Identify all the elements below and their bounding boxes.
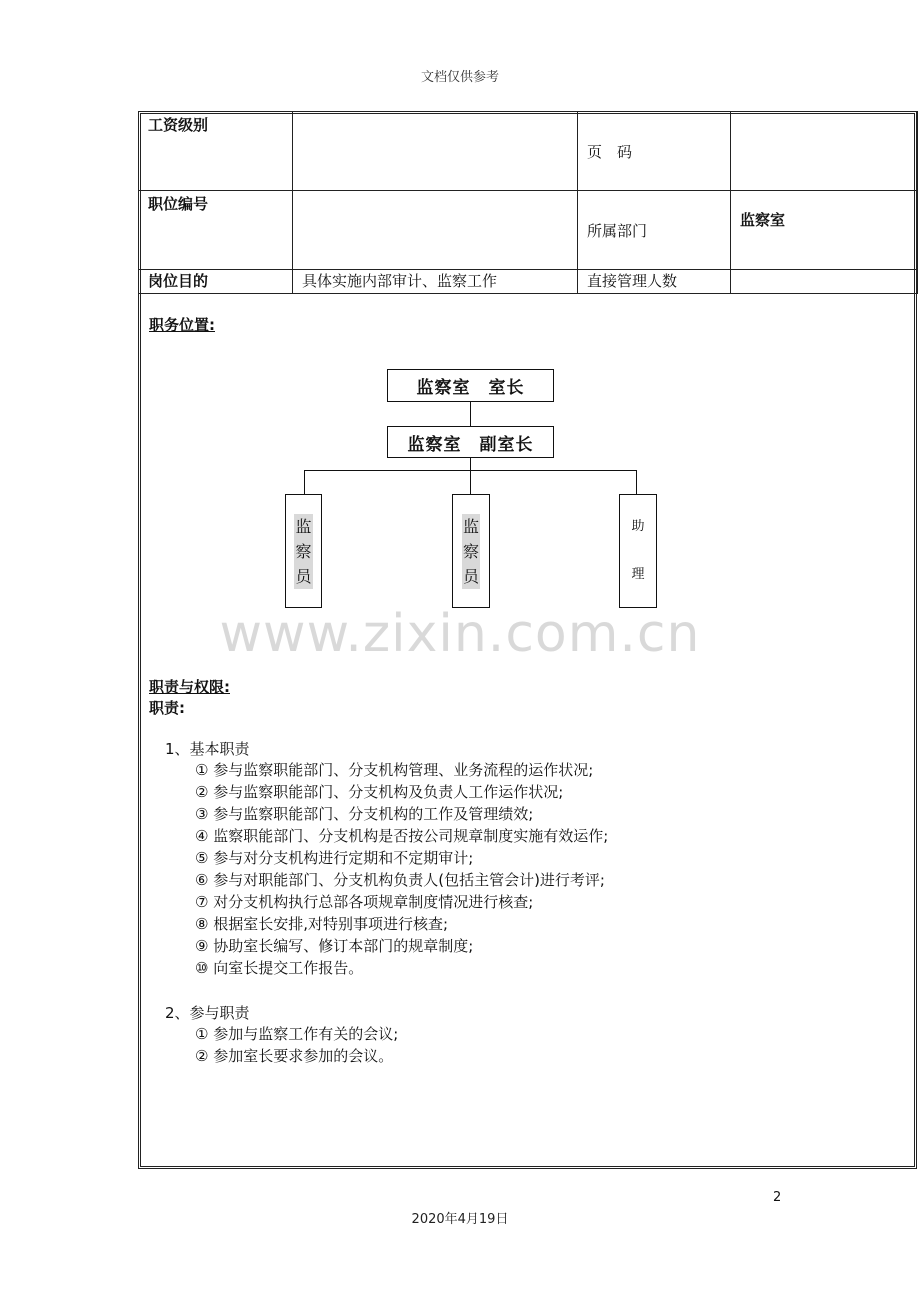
list-item: ① 参与监察职能部门、分支机构管理、业务流程的运作状况; <box>195 761 594 779</box>
org-box-director <box>387 369 554 402</box>
direct-reports-label: 直接管理人数 <box>578 270 731 294</box>
org-box-deputy-label: 监察室 副室长 <box>407 434 534 455</box>
department-label: 所属部门 <box>578 191 731 270</box>
list-item: ⑧ 根据室长安排,对特别事项进行核查; <box>195 915 449 933</box>
basic-duties-heading: 1、基本职责 <box>165 740 250 758</box>
direct-reports-value <box>731 270 918 294</box>
list-item: ① 参加与监察工作有关的会议; <box>195 1025 399 1043</box>
salary-grade-value <box>293 112 578 191</box>
org-char: 监 <box>295 516 312 536</box>
table-row <box>139 191 918 270</box>
job-info-table <box>138 111 918 294</box>
org-box-inspector-2-label <box>462 514 480 589</box>
participate-duties-heading: 2、参与职责 <box>165 1004 250 1022</box>
page-number: 2 <box>773 1190 782 1205</box>
duties-subtitle: 职责: <box>149 699 185 717</box>
position-id-label: 职位编号 <box>139 191 293 270</box>
list-item: ⑨ 协助室长编写、修订本部门的规章制度; <box>195 937 474 955</box>
watermark: www.zixin.com.cn <box>219 604 701 664</box>
org-char: 理 <box>631 567 645 582</box>
org-char: 员 <box>462 566 479 586</box>
org-char: 察 <box>462 541 479 561</box>
list-item: ② 参与监察职能部门、分支机构及负责人工作运作状况; <box>195 783 564 801</box>
department-value: 监察室 <box>731 191 918 270</box>
org-box-inspector-2 <box>452 494 490 608</box>
org-box-assistant-label <box>630 515 645 587</box>
job-purpose-label: 岗位目的 <box>139 270 293 294</box>
list-item: ⑩ 向室长提交工作报告。 <box>195 959 364 977</box>
list-item: ③ 参与监察职能部门、分支机构的工作及管理绩效; <box>195 805 534 823</box>
list-item: ② 参加室长要求参加的会议。 <box>195 1047 394 1065</box>
table-row <box>139 270 918 294</box>
header-note: 文档仅供参考 <box>420 70 499 85</box>
org-box-assistant <box>619 494 657 608</box>
list-item: ⑥ 参与对职能部门、分支机构负责人(包括主管会计)进行考评; <box>195 871 605 889</box>
page-code-value <box>731 112 918 191</box>
footer-date: 2020年4月19日 <box>411 1212 509 1227</box>
org-char-spacer <box>631 539 644 563</box>
duties-section-title: 职责与权限: <box>149 678 230 696</box>
org-char: 察 <box>295 541 312 561</box>
list-item: ④ 监察职能部门、分支机构是否按公司规章制度实施有效运作; <box>195 827 609 845</box>
org-box-deputy <box>387 426 554 458</box>
org-char: 员 <box>295 566 312 586</box>
position-id-value <box>293 191 578 270</box>
org-box-inspector-1 <box>285 494 322 608</box>
org-char: 助 <box>631 519 645 534</box>
page-code-label: 页 码 <box>578 112 731 191</box>
list-item: ⑦ 对分支机构执行总部各项规章制度情况进行核查; <box>195 893 534 911</box>
job-purpose-value: 具体实施内部审计、监察工作 <box>293 270 578 294</box>
position-section-title: 职务位置: <box>149 316 215 334</box>
org-char: 监 <box>462 516 479 536</box>
salary-grade-label: 工资级别 <box>139 112 293 191</box>
org-box-director-label: 监察室 室长 <box>416 378 525 398</box>
org-box-inspector-1-label <box>294 514 312 589</box>
list-item: ⑤ 参与对分支机构进行定期和不定期审计; <box>195 849 474 867</box>
table-row <box>139 112 918 191</box>
